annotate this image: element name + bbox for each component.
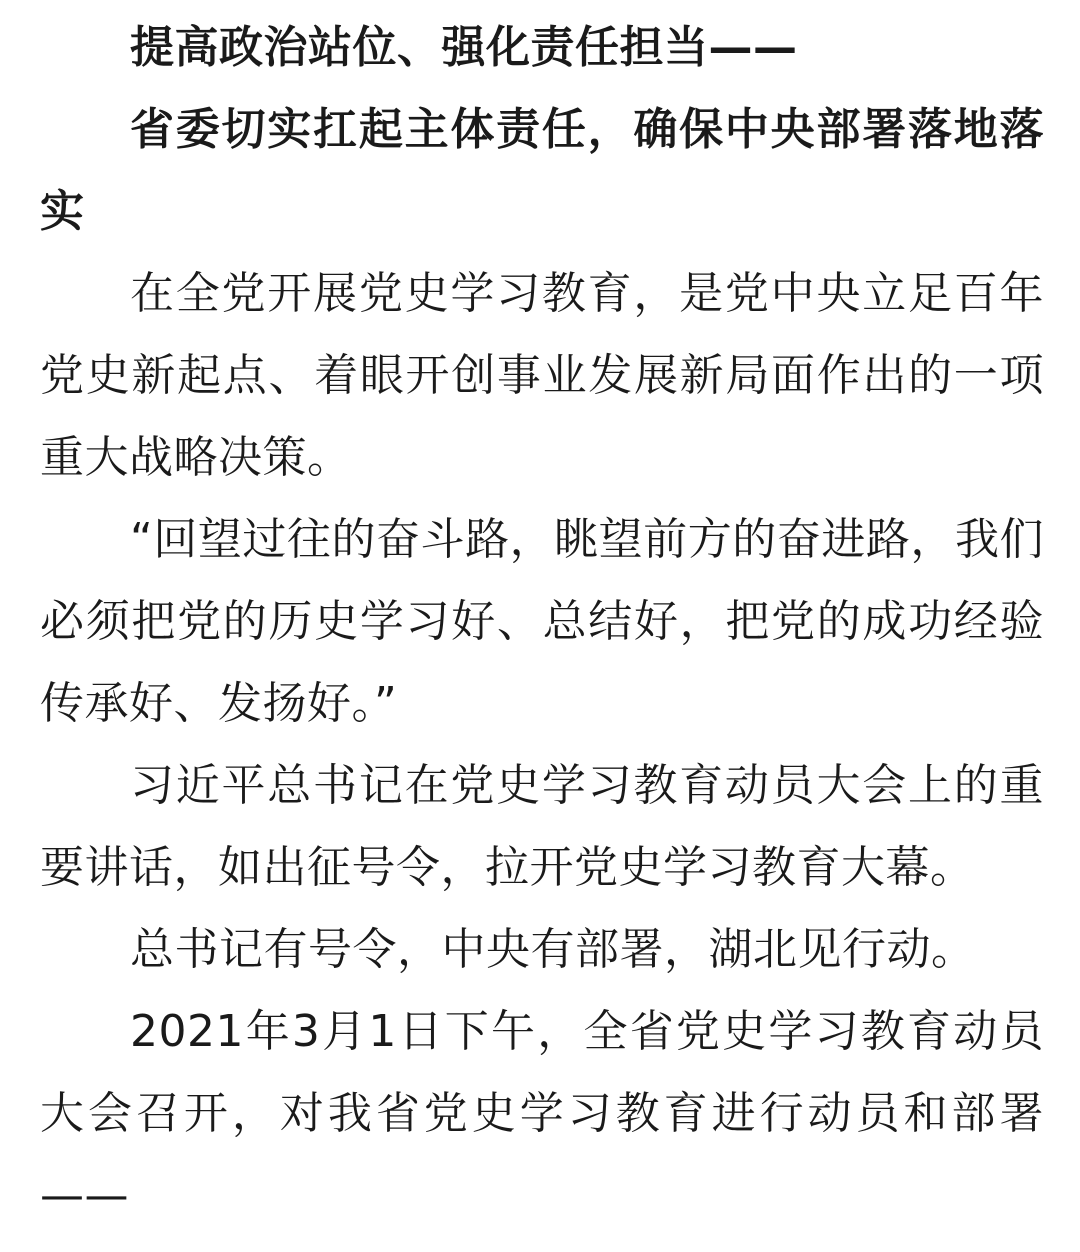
- paragraph-1: 在全党开展党史学习教育，是党中央立足百年党史新起点、着眼开创事业发展新局面作出的一项重大战略决策。: [40, 268, 1044, 483]
- paragraph-3: 习近平总书记在党史学习教育动员大会上的重要讲话，如出征号令，拉开党史学习教育大幕。: [40, 760, 1044, 893]
- paragraph-5: 2021年3月1日下午，全省党史学习教育动员大会召开，对我省党史学习教育进行动员和部署——: [40, 1006, 1044, 1221]
- paragraph-2-quote: “回望过往的奋斗路，眺望前方的奋进路，我们必须把党的历史学习好、总结好，把党的成功经验传承好、发扬好。”: [40, 514, 1044, 729]
- paragraph-4: 总书记有号令，中央有部署，湖北见行动。: [130, 924, 976, 975]
- article-heading-1: 提高政治站位、强化责任担当——: [130, 22, 798, 73]
- article-body: [40, 0, 1044, 1237]
- article-heading-2: 省委切实扛起主体责任，确保中央部署落地落实: [40, 104, 1044, 237]
